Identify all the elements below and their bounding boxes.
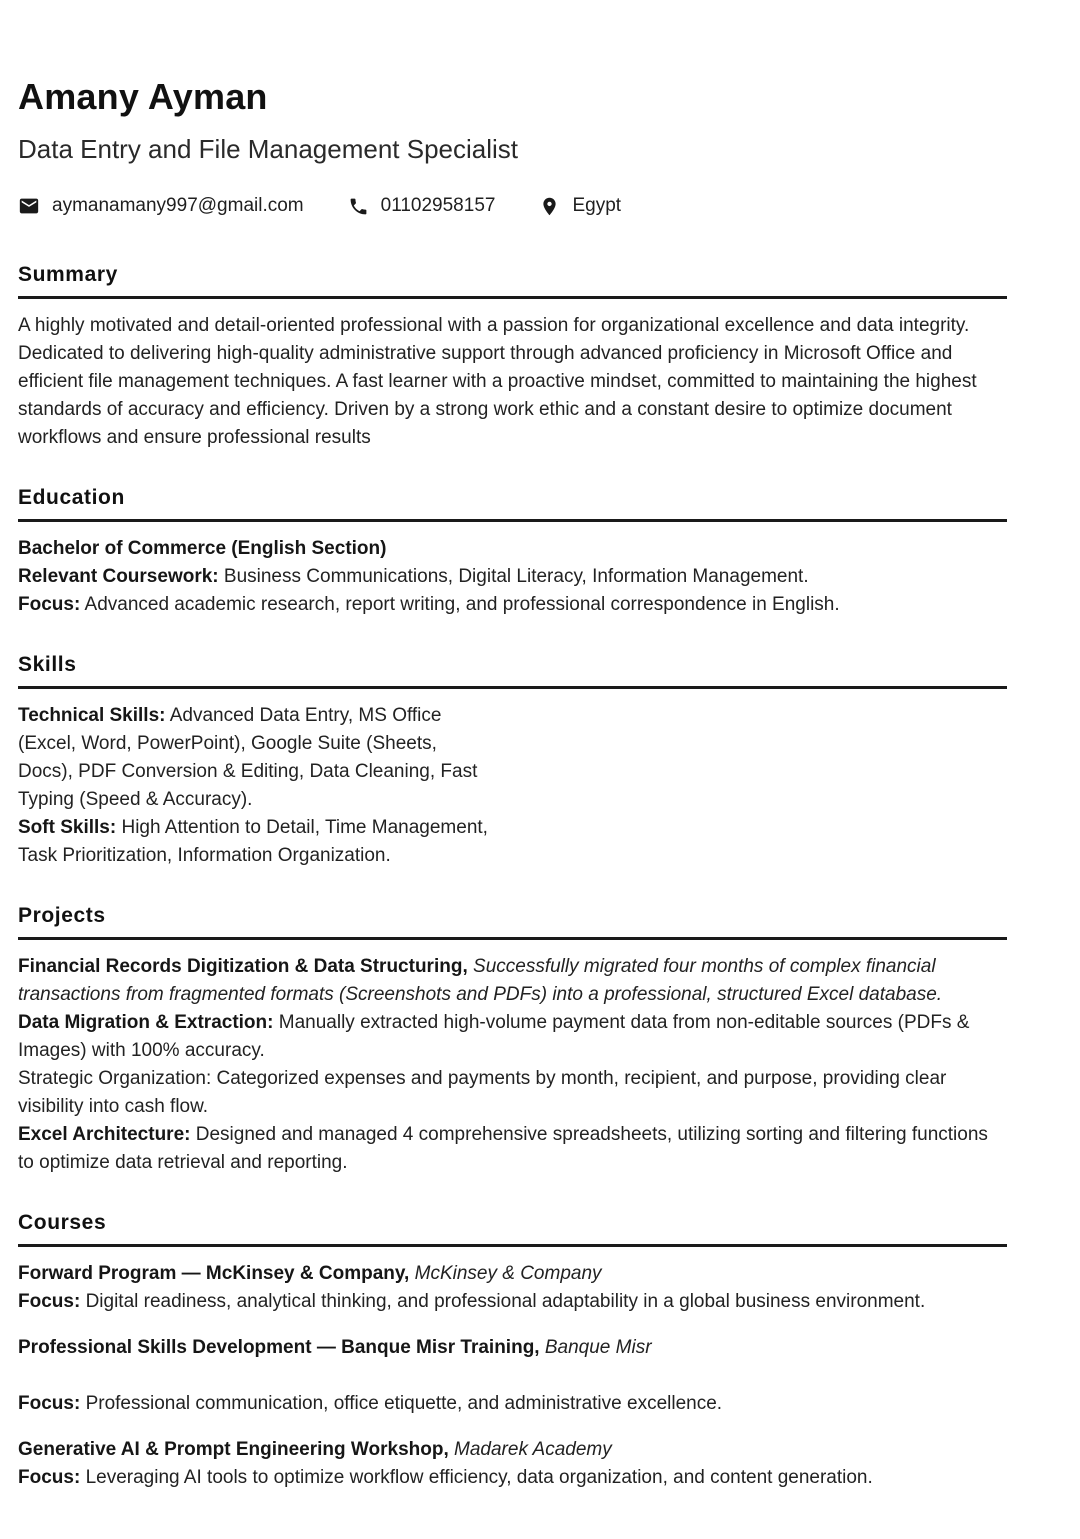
course-focus-line	[18, 1288, 1007, 1316]
resume-header	[18, 76, 1007, 217]
section-education	[18, 486, 1007, 619]
skills-soft-label: Soft Skills:	[18, 817, 117, 838]
section-courses	[18, 1211, 1007, 1492]
education-focus-text: Advanced academic research, report writing, and professional correspondence in English.	[84, 594, 840, 615]
section-projects	[18, 904, 1007, 1177]
contact-location-text: Egypt	[572, 195, 622, 216]
project-item	[18, 1065, 1007, 1121]
project-label: Excel Architecture:	[18, 1124, 191, 1145]
skills-heading: Skills	[18, 653, 1007, 689]
course-title-line	[18, 1334, 1007, 1362]
skills-soft-text: High Attention to Detail, Time Management, Task Prioritization, Information Organization.	[18, 817, 488, 866]
project-text: Successfully migrated four months of complex financial transactions from fragmented formats (Screenshots and PDFs) into a professional, structured Excel database.	[18, 956, 943, 1005]
course-org: Banque Misr	[544, 1337, 652, 1358]
project-text: Strategic Organization: Categorized expenses and payments by month, recipient, and purpose, providing clear visibility into cash flow.	[18, 1068, 947, 1117]
education-degree: Bachelor of Commerce (English Section)	[18, 538, 387, 559]
education-heading: Education	[18, 486, 1007, 522]
phone-icon	[348, 196, 369, 217]
skills-soft-line	[18, 814, 493, 870]
courses-body	[18, 1260, 1007, 1492]
project-label: Data Migration & Extraction:	[18, 1012, 274, 1033]
course-focus-text: Leveraging AI tools to optimize workflow efficiency, data organization, and content generation.	[85, 1467, 873, 1488]
course-focus-label: Focus:	[18, 1467, 81, 1488]
course-focus-label: Focus:	[18, 1291, 81, 1312]
summary-text: A highly motivated and detail-oriented professional with a passion for organizational excellence and data integrity. Dedicated to delivering high-quality administrative support through advanced proficiency in Microsoft Office and efficient file management techniques. A fast learner with a proactive mindset, committed to maintaining the highest standards of accuracy and efficiency. Driven by a strong work ethic and a constant desire to optimize document workflows and ensure professional results	[18, 315, 977, 448]
project-text: Manually extracted high-volume payment data from non-editable sources (PDFs & Images) with 100% accuracy.	[18, 1012, 970, 1061]
education-focus-line	[18, 591, 1007, 619]
project-item	[18, 953, 1007, 1009]
course-org: McKinsey & Company	[414, 1263, 602, 1284]
project-item	[18, 1121, 1007, 1177]
education-coursework-line	[18, 563, 1007, 591]
projects-body	[18, 953, 1007, 1177]
course-focus-line	[18, 1390, 1007, 1418]
course-focus-text: Digital readiness, analytical thinking, and professional adaptability in a global business environment.	[85, 1291, 926, 1312]
course-item	[18, 1436, 1007, 1492]
education-coursework-label: Relevant Coursework:	[18, 566, 219, 587]
project-item	[18, 1009, 1007, 1065]
courses-heading: Courses	[18, 1211, 1007, 1247]
project-text: Designed and managed 4 comprehensive spreadsheets, utilizing sorting and filtering functions to optimize data retrieval and reporting.	[18, 1124, 988, 1173]
education-coursework-text: Business Communications, Digital Literacy, Information Management.	[223, 566, 809, 587]
course-title: Professional Skills Development — Banque Misr Training,	[18, 1337, 540, 1358]
skills-technical-line	[18, 702, 493, 814]
project-label: Financial Records Digitization & Data Structuring,	[18, 956, 468, 977]
course-org: Madarek Academy	[454, 1439, 612, 1460]
course-title: Forward Program — McKinsey & Company,	[18, 1263, 410, 1284]
person-name: Amany Ayman	[18, 76, 268, 117]
education-body	[18, 535, 1007, 619]
summary-heading: Summary	[18, 263, 1007, 299]
education-focus-label: Focus:	[18, 594, 81, 615]
skills-body	[18, 702, 493, 870]
skills-technical-text: Advanced Data Entry, MS Office (Excel, Word, PowerPoint), Google Suite (Sheets, Docs), PDF Conversion & Editing, Data Cleaning, Fast Typing (Speed & Accuracy).	[18, 705, 478, 810]
contact-row	[18, 195, 1007, 217]
email-icon	[18, 195, 40, 217]
contact-phone-text: 01102958157	[380, 195, 496, 216]
contact-phone	[348, 195, 496, 217]
skills-technical-label: Technical Skills:	[18, 705, 166, 726]
contact-location	[539, 195, 621, 217]
course-title-line	[18, 1260, 1007, 1288]
contact-email	[18, 195, 304, 217]
course-item	[18, 1334, 1007, 1418]
contact-email-text: aymanamany997@gmail.com	[52, 195, 304, 216]
course-focus-line	[18, 1464, 1007, 1492]
course-item	[18, 1260, 1007, 1316]
section-skills	[18, 653, 1007, 870]
course-focus-label: Focus:	[18, 1393, 81, 1414]
course-title: Generative AI & Prompt Engineering Workshop,	[18, 1439, 449, 1460]
person-job-title: Data Entry and File Management Specialist	[18, 134, 519, 164]
course-focus-text: Professional communication, office etiquette, and administrative excellence.	[85, 1393, 723, 1414]
section-summary	[18, 263, 1007, 452]
projects-heading: Projects	[18, 904, 1007, 940]
location-pin-icon	[539, 196, 560, 217]
course-title-line	[18, 1436, 1007, 1464]
